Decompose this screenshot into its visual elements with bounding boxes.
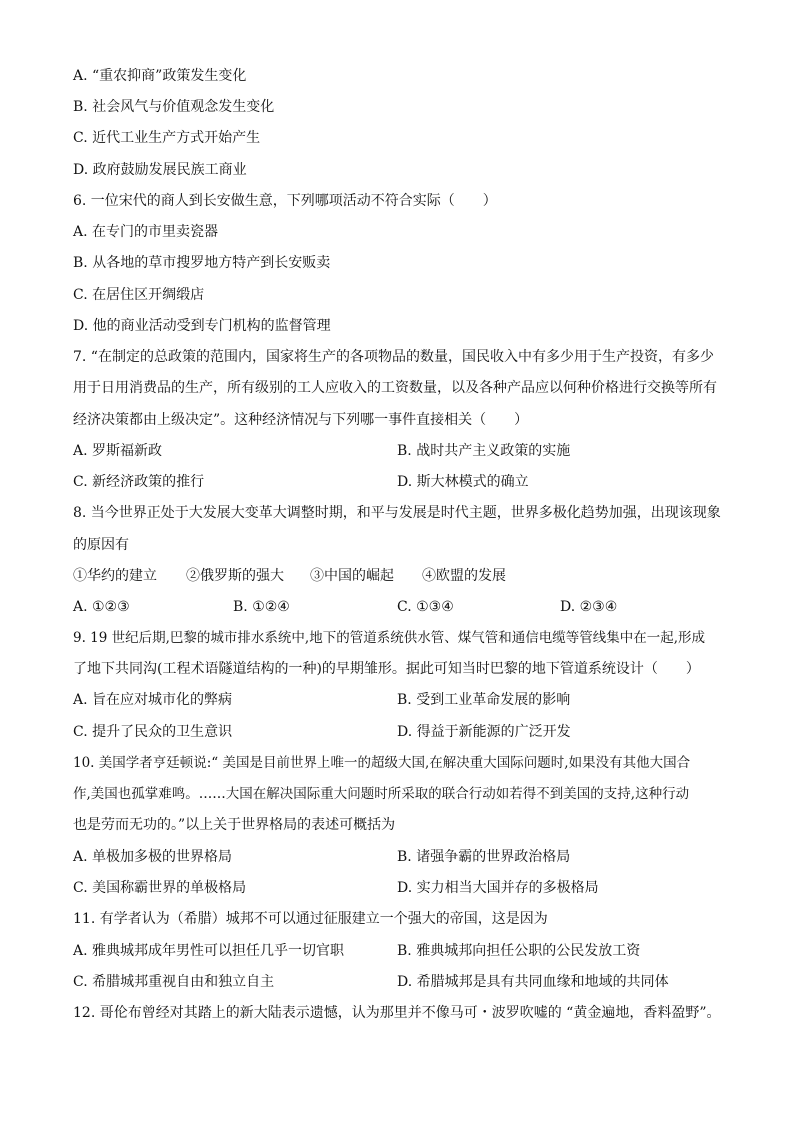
q8-option-a: A. ①②③ xyxy=(73,599,130,615)
q6-stem: 6. 一位宋代的商人到长安做生意，下列哪项活动不符合实际（ ） xyxy=(73,193,497,209)
q5-option-a: A. “重农抑商”政策发生变化 xyxy=(73,68,247,84)
q9-stem-line-1: 9. 19 世纪后期,巴黎的城市排水系统中,地下的管道系统供水管、煤气管和通信电缆等管线集中在一起,形成 xyxy=(73,630,706,646)
q8-option-b: B. ①②④ xyxy=(233,599,290,615)
q7-option-a: A. 罗斯福新政 xyxy=(73,443,163,459)
q8-option-c: C. ①③④ xyxy=(397,599,454,615)
q8-stem-line-1: 8. 当今世界正处于大发展大变革大调整时期，和平与发展是时代主题，世界多极化趋势加强，出现该现象 xyxy=(73,505,721,521)
q6-option-d: D. 他的商业活动受到专门机构的监督管理 xyxy=(73,318,331,334)
q9-option-d: D. 得益于新能源的广泛开发 xyxy=(397,724,571,740)
q9-option-a: A. 旨在应对城市化的弊病 xyxy=(73,692,233,708)
q11-option-c: C. 希腊城邦重视自由和独立自主 xyxy=(73,974,275,990)
q7-stem-line-2: 用于日用消费品的生产，所有级别的工人应收入的工资数量，以及各种产品应以何种价格进行交换等所有 xyxy=(73,380,717,396)
q12-stem: 12. 哥伦布曾经对其踏上的新大陆表示遗憾，认为那里并不像马可・波罗吹嘘的 “黄金遍地，香料盈野”。 xyxy=(73,1005,721,1021)
q8-option-d: D. ②③④ xyxy=(560,599,618,615)
q11-option-a: A. 雅典城邦成年男性可以担任几乎一切官职 xyxy=(73,943,345,959)
q10-option-c: C. 美国称霸世界的单极格局 xyxy=(73,880,247,896)
q6-option-c: C. 在居住区开绸缎店 xyxy=(73,287,205,303)
q7-option-b: B. 战时共产主义政策的实施 xyxy=(397,443,571,459)
q7-stem-line-1: 7. “在制定的总政策的范围内，国家将生产的各项物品的数量，国民收入中有多少用于生产投资，有多少 xyxy=(73,349,714,365)
q10-option-d: D. 实力相当大国并存的多极格局 xyxy=(397,880,599,896)
q8-stem-line-2: 的原因有 xyxy=(73,537,129,553)
q9-option-b: B. 受到工业革命发展的影响 xyxy=(397,692,571,708)
q11-option-b: B. 雅典城邦向担任公职的公民发放工资 xyxy=(397,943,641,959)
q8-item-3: ③中国的崛起 xyxy=(310,568,394,584)
q11-stem: 11. 有学者认为（希腊）城邦不可以通过征服建立一个强大的帝国，这是因为 xyxy=(73,911,548,927)
q6-option-a: A. 在专门的市里卖瓷器 xyxy=(73,224,219,240)
q7-option-d: D. 斯大林模式的确立 xyxy=(397,474,529,490)
q9-option-c: C. 提升了民众的卫生意识 xyxy=(73,724,233,740)
q7-stem-line-3: 经济决策都由上级决定”。这种经济情况与下列哪一事件直接相关（ ） xyxy=(73,412,529,428)
q10-option-a: A. 单极加多极的世界格局 xyxy=(73,849,233,865)
q8-item-4: ④欧盟的发展 xyxy=(422,568,506,584)
q6-option-b: B. 从各地的草市搜罗地方特产到长安贩卖 xyxy=(73,255,331,271)
q9-stem-line-2: 了地下共同沟(工程术语隧道结构的一种)的早期雏形。据此可知当时巴黎的地下管道系统设计（ ） xyxy=(73,661,700,677)
q5-option-c: C. 近代工业生产方式开始产生 xyxy=(73,130,261,146)
q11-option-d: D. 希腊城邦是具有共同血缘和地域的共同体 xyxy=(397,974,669,990)
q5-option-b: B. 社会风气与价值观念发生变化 xyxy=(73,99,275,115)
q10-stem-line-2: 作,美国也孤掌难鸣。……大国在解决国际重大问题时所采取的联合行动如若得不到美国的支持,这种行动 xyxy=(73,786,690,802)
q10-option-b: B. 诸强争霸的世界政治格局 xyxy=(397,849,571,865)
q10-stem-line-3: 也是劳而无功的。”以上关于世界格局的表述可概括为 xyxy=(73,817,396,833)
q10-stem-line-1: 10. 美国学者亨廷顿说:“ 美国是目前世界上唯一的超级大国,在解决重大国际问题时,如果没有其他大国合 xyxy=(73,755,691,771)
q8-item-2: ②俄罗斯的强大 xyxy=(186,568,284,584)
q7-option-c: C. 新经济政策的推行 xyxy=(73,474,205,490)
q8-item-1: ①华约的建立 xyxy=(73,568,157,584)
q5-option-d: D. 政府鼓励发展民族工商业 xyxy=(73,162,247,178)
